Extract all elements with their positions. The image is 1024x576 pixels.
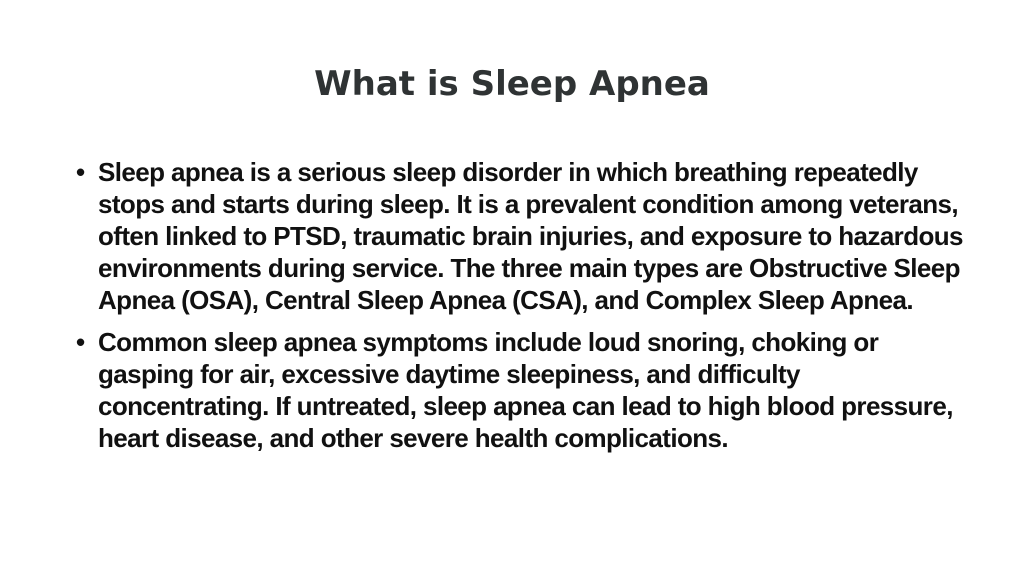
bullet-text: Common sleep apnea symptoms include loud snoring, choking or gasping for air, excessive daytime sleepiness, and difficulty concentrating. If untreated, sleep apnea can lead to high blood pressure, heart disease, and other severe health complications.: [98, 327, 953, 453]
bullet-text: Sleep apnea is a serious sleep disorder in which breathing repeatedly stops and starts during sleep. It is a prevalent condition among veterans, often linked to PTSD, traumatic brain injuries, and exposure to hazardous environments during service. The three main types are Obstructive Sleep Apnea (OSA), Central Sleep Apnea (CSA), and Complex Sleep Apnea.: [98, 157, 963, 315]
bullet-item: [74, 326, 964, 454]
bullet-item: [74, 156, 964, 316]
bullet-list: [74, 156, 964, 464]
bullet-dot-icon: •: [76, 327, 85, 357]
bullet-dot-icon: •: [76, 157, 85, 187]
slide-title: What is Sleep Apnea: [314, 64, 710, 104]
